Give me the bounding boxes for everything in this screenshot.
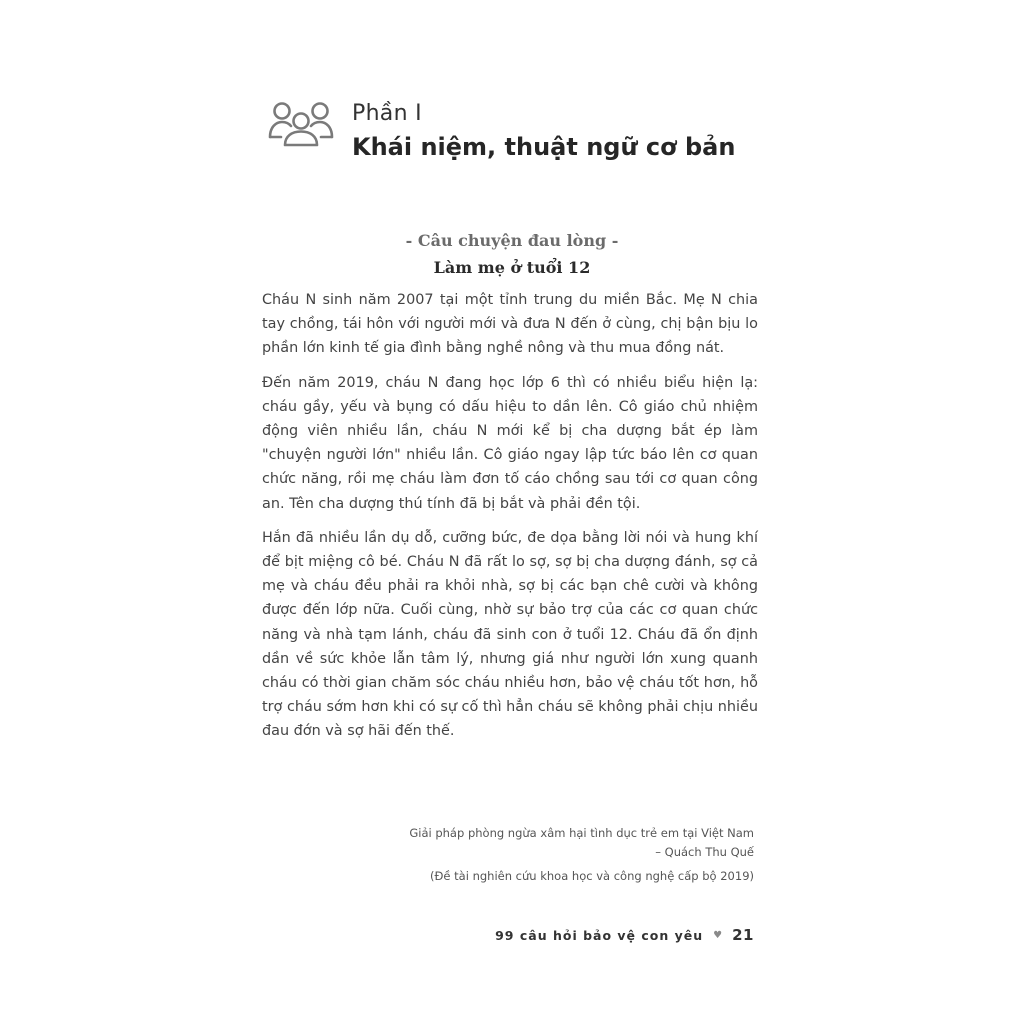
- page-footer: [495, 926, 754, 944]
- part-title: Khái niệm, thuật ngữ cơ bản: [352, 133, 736, 161]
- chapter-header: [268, 100, 735, 164]
- story-kicker: - Câu chuyện đau lòng -: [405, 231, 619, 250]
- footer-book-title: 99 câu hỏi bảo vệ con yêu: [495, 927, 704, 943]
- story-title: Làm mẹ ở tuổi 12: [433, 258, 591, 277]
- citation-author: – Quách Thu Quế: [655, 845, 754, 859]
- heart-icon: ♥: [713, 929, 723, 941]
- chapter-heading-text: [352, 100, 735, 164]
- citation: [334, 824, 754, 886]
- part-label: Phần I: [352, 101, 422, 126]
- story-body: [262, 288, 758, 754]
- people-group-icon: [268, 101, 336, 147]
- story-paragraph-3: Hắn đã nhiều lần dụ dỗ, cưỡng bức, đe dọa bằng lời nói và hung khí để bịt miệng cô bé. Cháu N đã rất lo sợ, sợ bị cha dượng đánh, sợ cả mẹ và cháu đều phải ra khỏi nhà, sợ bị các bạn chê cười và không được đến lớp nữa. Cuối cùng, nhờ sự bảo trợ của các cơ quan chức năng và nhà tạm lánh, cháu đã sinh con ở tuổi 12. Cháu đã ổn định dần về sức khỏe lẫn tâm lý, nhưng giá như người lớn xung quanh cháu có thời gian chăm sóc cháu nhiều hơn, bảo vệ cháu tốt hơn, hỗ trợ cháu sớm hơn khi có sự cố thì hẳn cháu sẽ không phải chịu nhiều đau đớn và sợ hãi đến thế.: [262, 529, 758, 740]
- story-paragraph-1: Cháu N sinh năm 2007 tại một tỉnh trung du miền Bắc. Mẹ N chia tay chồng, tái hôn với người mới và đưa N đến ở cùng, chị bận bịu lo phần lớn kinh tế gia đình bằng nghề nông và thu mua đồng nát.: [262, 292, 758, 357]
- citation-note: (Đề tài nghiên cứu khoa học và công nghệ cấp bộ 2019): [430, 869, 754, 883]
- citation-source-title: Giải pháp phòng ngừa xâm hại tình dục trẻ em tại Việt Nam: [409, 826, 754, 840]
- story-paragraph-2: Đến năm 2019, cháu N đang học lớp 6 thì có nhiều biểu hiện lạ: cháu gầy, yếu và bụng có dấu hiệu to dần lên. Cô giáo chủ nhiệm động viên nhiều lần, cháu N mới kể bị cha dượng bắt ép làm "chuyện người lớn" nhiều lần. Cô giáo ngay lập tức báo lên cơ quan chức năng, rồi mẹ cháu làm đơn tố cáo chồng sau tới cơ quan công an. Tên cha dượng thú tính đã bị bắt và phải đền tội.: [262, 374, 758, 512]
- page-number: 21: [732, 926, 754, 944]
